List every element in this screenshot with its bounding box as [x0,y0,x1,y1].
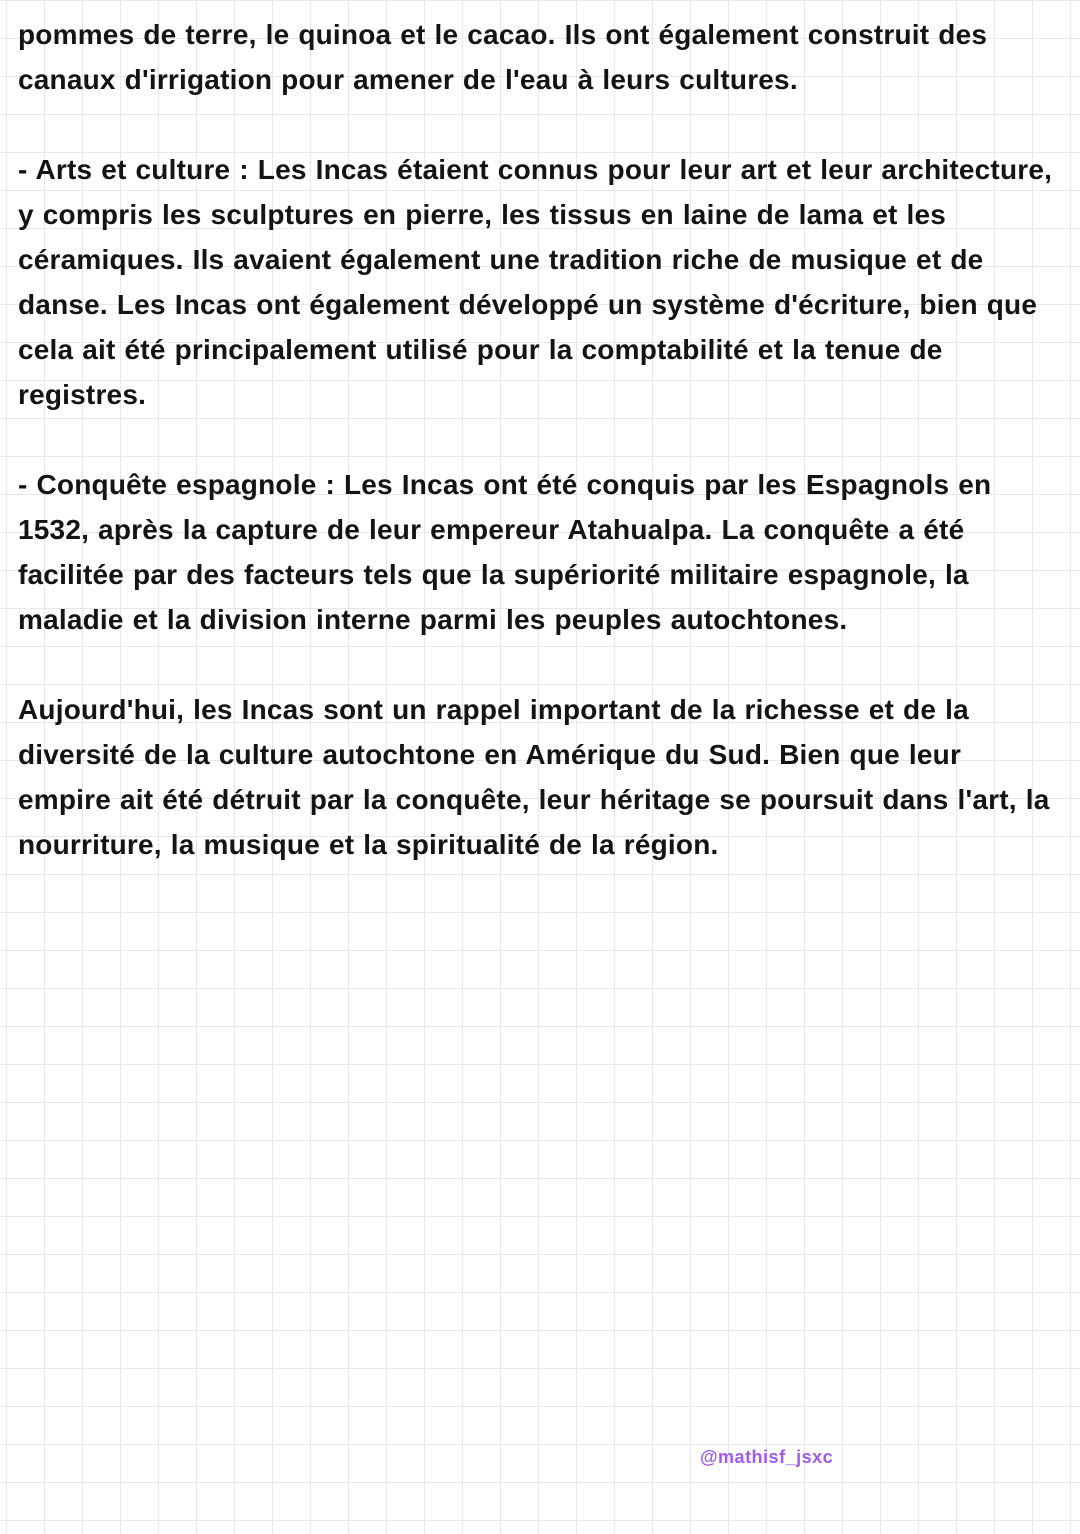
paragraph-agriculture-continuation: pommes de terre, le quinoa et le cacao. Ils ont également construit des canaux d'irrigation pour amener de l'eau à leurs cultures. [18,19,988,95]
paragraph-conclusion: Aujourd'hui, les Incas sont un rappel important de la richesse et de la diversité de la culture autochtone en Amérique du Sud. Bien que leur empire ait été détruit par la conquête, leur héritage se poursuit dans l'art, la nourriture, la musique et la spiritualité de la région. [18,694,1050,860]
paragraph-arts-et-culture: - Arts et culture : Les Incas étaient connus pour leur art et leur architecture, y compris les sculptures en pierre, les tissus en laine de lama et les céramiques. Ils avaient également une tradition riche de musique et de danse. Les Incas ont également développé un système d'écriture, bien que cela ait été principalement utilisé pour la comptabilité et la tenue de registres. [18,154,1053,410]
notes-text-block [18,12,1060,912]
author-watermark: @mathisf_jsxc [700,1447,834,1467]
paragraph-conquete-espagnole: - Conquête espagnole : Les Incas ont été conquis par les Espagnols en 1532, après la capture de leur empereur Atahualpa. La conquête a été facilitée par des facteurs tels que la supériorité militaire espagnole, la maladie et la division interne parmi les peuples autochtones. [18,469,992,635]
